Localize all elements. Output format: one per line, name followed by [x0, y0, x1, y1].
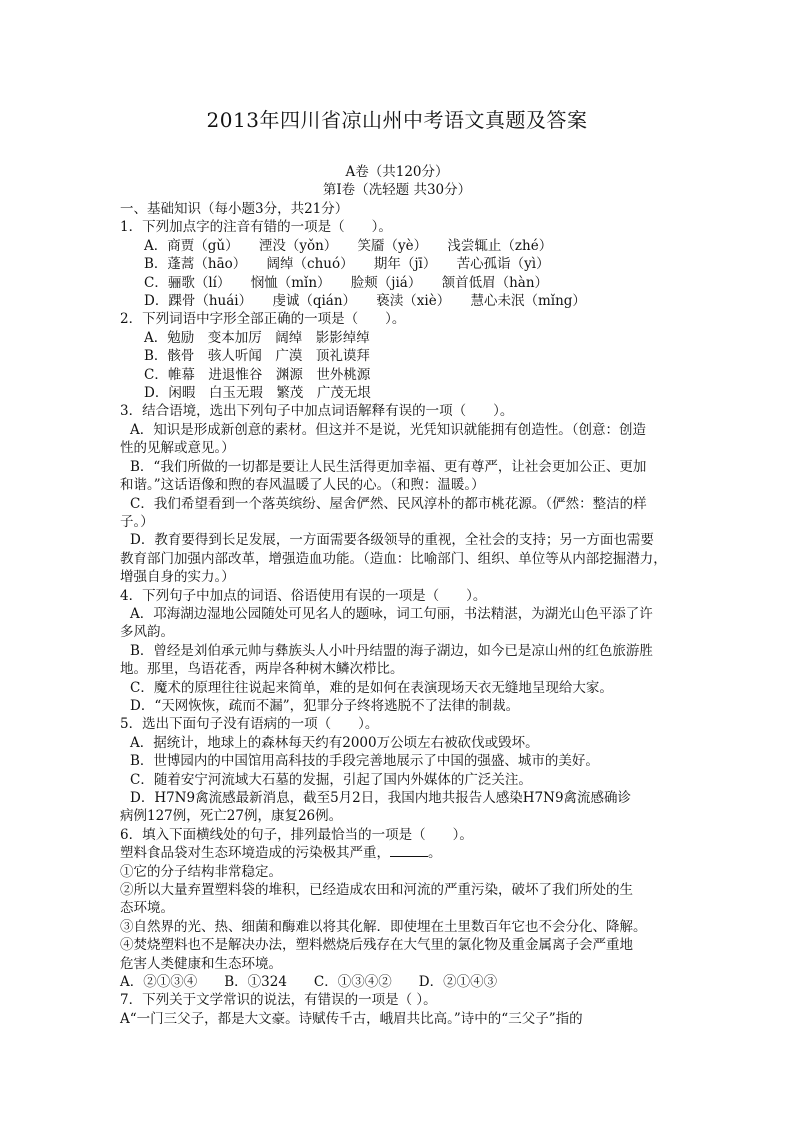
line-text: C．帷幕 进退惟谷 渊源 世外桃源	[144, 366, 371, 383]
text-line	[120, 255, 680, 273]
line-text: 7．下列关于文学常识的说法，有错误的一项是（ ）。	[120, 992, 437, 1009]
text-line	[120, 513, 680, 531]
line-text: B．骸骨 骇人听闻 广漠 顶礼谟拜	[144, 348, 370, 365]
text-line	[120, 936, 680, 954]
text-line	[120, 863, 680, 881]
line-text: 增强自身的实力。）	[120, 569, 235, 586]
text-line	[120, 347, 680, 365]
text-line	[120, 697, 680, 715]
volume-heading: A卷（共120分）	[345, 164, 449, 180]
line-text: ②所以大量弃置塑料袋的堆积，已经造成农田和河流的严重污染，破坏了我们所处的生	[120, 882, 633, 899]
line-text: 4．下列句子中加点的词语、俗语使用有误的一项是（ ）。	[120, 587, 487, 604]
line-text: C．我们希望看到一个落英缤纷、屋舍俨然、民风淳朴的都市桃花源。（俨然：整洁的样	[130, 495, 647, 512]
line-text: 1．下列加点字的注音有错的一项是（ ）。	[120, 219, 392, 236]
line-text: 危害人类健康和生态环境。	[120, 955, 282, 972]
line-text: A．邛海湖边湿地公园随处可见名人的题咏，词工句丽，书法精湛，为湖光山色平添了许	[130, 605, 653, 622]
text-line	[120, 660, 680, 678]
text-line	[120, 587, 680, 605]
line-text: B．“我们所做的一切都是要让人民生活得更加幸福、更有尊严，让社会更加公正、更加	[130, 458, 647, 475]
line-text: D．踝骨（huái） 虔诚（qián） 亵渎（xiè） 慧心未泯（mǐng）	[144, 293, 586, 310]
line-text: 教育部门加强内部改革，增强造血功能。（造血：比喻部门、组织、单位等从内部挖掘潜力，	[120, 550, 667, 567]
line-text: 6．填入下面横线处的句子，排列最恰当的一项是（ ）。	[120, 826, 473, 843]
text-line	[120, 605, 680, 623]
line-text: ④焚烧塑料也不是解决办法，塑料燃烧后残存在大气里的氯化物及重金属离子会严重地	[120, 937, 633, 954]
text-line	[120, 679, 680, 697]
line-text: D．“天网恢恢，疏而不漏”，犯罪分子终将逃脱不了法律的制裁。	[130, 697, 520, 714]
text-line	[120, 421, 680, 439]
text-line	[120, 991, 680, 1009]
text-line	[120, 1010, 680, 1028]
exam-content	[120, 200, 680, 1028]
line-text: A．②①③④ B．①324 C．①③④② D．②①④③	[120, 974, 498, 991]
line-text: A．勉励 变本加厉 阔绰 影影绰绰	[144, 329, 370, 346]
document-title: 2013年四川省凉山州中考语文真题及答案	[206, 108, 588, 132]
line-text: D．闲暇 白玉无瑕 繁茂 广茂无垠	[144, 385, 371, 402]
line-text: 2．下列词语中字形全部正确的一项是（ ）。	[120, 311, 406, 328]
line-text: C．随着安宁河流域大石墓的发掘，引起了国内外媒体的广泛关注。	[130, 771, 532, 788]
text-line	[120, 642, 680, 660]
line-text: 子。）	[120, 513, 154, 530]
text-line	[120, 789, 680, 807]
text-line	[120, 329, 680, 347]
text-line	[120, 550, 680, 568]
line-text: C．魔术的原理往往说起来简单，难的是如何在表演现场天衣无缝地呈现给大家。	[130, 679, 613, 696]
text-line	[120, 844, 680, 862]
fill-blank	[390, 844, 428, 857]
text-line	[120, 973, 680, 991]
text-line	[120, 899, 680, 917]
text-line	[120, 771, 680, 789]
text-line	[120, 531, 680, 549]
text-line	[120, 402, 680, 420]
text-line	[120, 715, 680, 733]
line-text: A．商贾（gǔ） 湮没（yǒn） 笑靥（yè） 浅尝辄止（zhé）	[144, 237, 553, 254]
line-text: A．据统计，地球上的森林每天约有2000万公顷左右被砍伐或毁坏。	[130, 734, 539, 751]
line-text: 态环境。	[120, 900, 174, 917]
line-text: 地。那里，鸟语花香，两岸各种树木鳞次栉比。	[120, 661, 404, 678]
text-line	[120, 955, 680, 973]
line-text: B．世博园内的中国馆用高科技的手段完善地展示了中国的强盛、城市的美好。	[130, 753, 599, 770]
text-line	[120, 623, 680, 641]
line-text: ③自然界的光、热、细菌和酶难以将其化解．即使埋在土里数百年它也不会分化、降解。	[120, 918, 647, 935]
text-line	[120, 439, 680, 457]
text-line	[120, 218, 680, 236]
text-line	[120, 807, 680, 825]
line-text: 多风韵。	[120, 624, 174, 641]
text-line	[120, 752, 680, 770]
line-text: B．曾经是刘伯承元帅与彝族头人小叶丹结盟的海子湖边，如今已是凉山州的红色旅游胜	[130, 642, 653, 659]
text-line	[120, 310, 680, 328]
text-line	[120, 274, 680, 292]
line-text: 病例127例，死亡27例，康复26例。	[120, 808, 343, 825]
text-line	[120, 826, 680, 844]
line-text: 3．结合语境，选出下列句子中加点词语解释有误的一项（ ）。	[120, 403, 514, 420]
text-line	[120, 568, 680, 586]
text-line	[120, 734, 680, 752]
line-text: D．H7N9禽流感最新消息，截至5月2日，我国内地共报告人感染H7N9禽流感确诊	[130, 790, 632, 806]
line-text: 5．选出下面句子没有语病的一项（ ）。	[120, 716, 379, 733]
text-line	[120, 366, 680, 384]
text-line	[120, 918, 680, 936]
text-line	[120, 237, 680, 255]
line-text: D．教育要得到长足发展，一方面需要各级领导的重视，全社会的支持；另一方面也需要	[130, 532, 654, 549]
text-line	[120, 200, 680, 218]
blank-tail: 。	[428, 845, 442, 862]
text-line	[120, 458, 680, 476]
line-text: 性的见解或意见。）	[120, 440, 235, 457]
text-line	[120, 476, 680, 494]
line-text: 塑料食品袋对生态环境造成的污染极其严重，	[120, 845, 390, 862]
text-line	[120, 495, 680, 513]
line-text: A“一门三父子，都是大文豪。诗赋传千古，峨眉共比高。”诗中的“三父子”指的	[120, 1010, 583, 1027]
line-text: 和谐。”这话语像和煦的春风温暖了人民的心。（和煦：温暖。）	[120, 477, 485, 494]
text-line	[120, 292, 680, 310]
line-text: C．骊歌（lí） 悯恤（mǐn） 脸颊（jiá） 颔首低眉（hàn）	[144, 274, 549, 291]
text-line	[120, 384, 680, 402]
text-line	[120, 881, 680, 899]
part-heading: 第Ⅰ卷（冼轻题 共30分）	[322, 182, 472, 198]
line-text: 一、基础知识（每小题3分，共21分）	[120, 201, 349, 217]
line-text: ①它的分子结构非常稳定。	[120, 863, 282, 880]
line-text: B．蓬蒿（hāo） 阔绰（chuó） 期年（jī） 苦心孤诣（yì）	[144, 256, 550, 273]
line-text: A．知识是形成新创意的素材。但这并不是说，光凭知识就能拥有创造性。（创意：创造	[130, 421, 646, 438]
